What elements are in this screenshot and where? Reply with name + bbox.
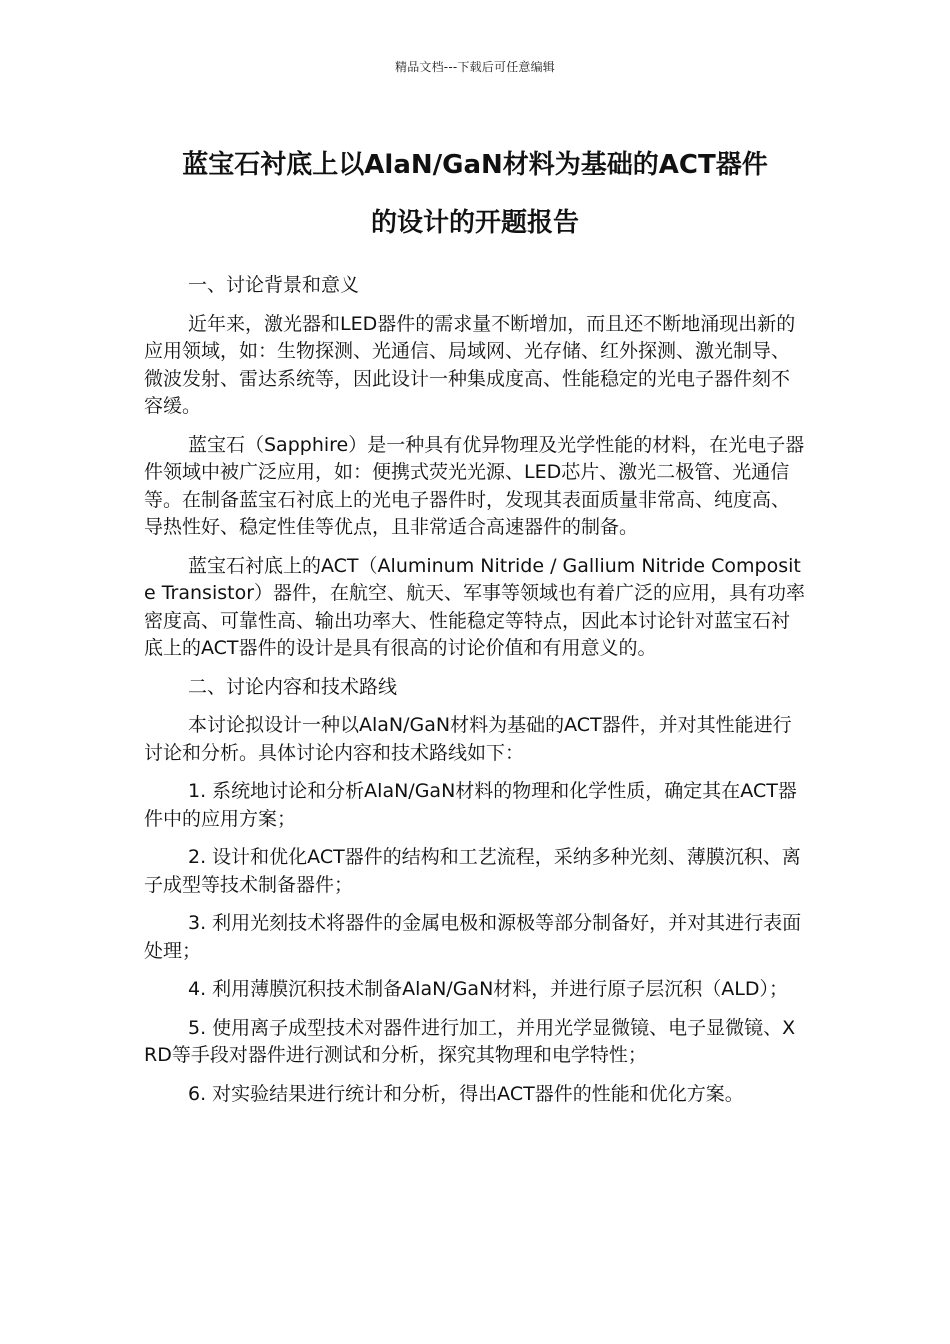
list-item-4: 4. 利用薄膜沉积技术制备AlaN/GaN材料，并进行原子层沉积（ALD）；: [188, 978, 788, 1000]
paragraph-background-1: 近年来，激光器和LED器件的需求量不断增加，而且还不断地涌现出新的应用领域，如：生物探测、光通信、局域网、光存储、红外探测、激光制导、微波发射、雷达系统等，因此设计一种集成度高、性能稳定的光电子器件刻不容缓。: [144, 312, 796, 417]
title-line-2: 的设计的开题报告: [370, 208, 579, 238]
paragraph-background-2: 蓝宝石（Sapphire）是一种具有优异物理及光学性能的材料，在光电子器件领域中被广泛应用，如：便携式荧光光源、LED芯片、激光二极管、光通信等。在制备蓝宝石衬底上的光电子器件时，发现其表面质量非常高、纯度高、导热性好、稳定性佳等优点，且非常适合高速器件的制备。: [144, 433, 805, 538]
section-heading-background: 一、讨论背景和意义: [188, 274, 360, 296]
paragraph-background-3: 蓝宝石衬底上的ACT（Aluminum Nitride / Gallium Nitride Composite Transistor）器件，在航空、航天、军事等领域也有着广泛的应用，具有功率密度高、可靠性高、输出功率大、性能稳定等特点，因此本讨论针对蓝宝石衬底上的ACT器件的设计是具有很高的讨论价值和有用意义的。: [144, 554, 806, 659]
list-item-3: 3. 利用光刻技术将器件的金属电极和源极等部分制备好，并对其进行表面处理；: [144, 912, 802, 962]
document-title: [120, 136, 830, 252]
list-item-6: 6. 对实验结果进行统计和分析，得出ACT器件的性能和优化方案。: [188, 1082, 744, 1105]
paragraph-content-intro: 本讨论拟设计一种以AlaN/GaN材料为基础的ACT器件，并对其性能进行讨论和分析。具体讨论内容和技术路线如下：: [144, 714, 792, 764]
list-item-2: 2. 设计和优化ACT器件的结构和工艺流程，采纳多种光刻、薄膜沉积、离子成型等技术制备器件；: [144, 846, 801, 896]
header-note: 精品文档---下载后可任意编辑: [395, 60, 555, 74]
document-body: [144, 272, 808, 1119]
list-item-1: 1. 系统地讨论和分析AlaN/GaN材料的物理和化学性质，确定其在ACT器件中的应用方案；: [144, 780, 797, 830]
section-heading-content: 二、讨论内容和技术路线: [188, 675, 398, 698]
list-item-5: 5. 使用离子成型技术对器件进行加工，并用光学显微镜、电子显微镜、XRD等手段对器件进行测试和分析，探究其物理和电学特性；: [144, 1016, 796, 1066]
title-line-1: 蓝宝石衬底上以AlaN/GaN材料为基础的ACT器件: [182, 150, 768, 180]
